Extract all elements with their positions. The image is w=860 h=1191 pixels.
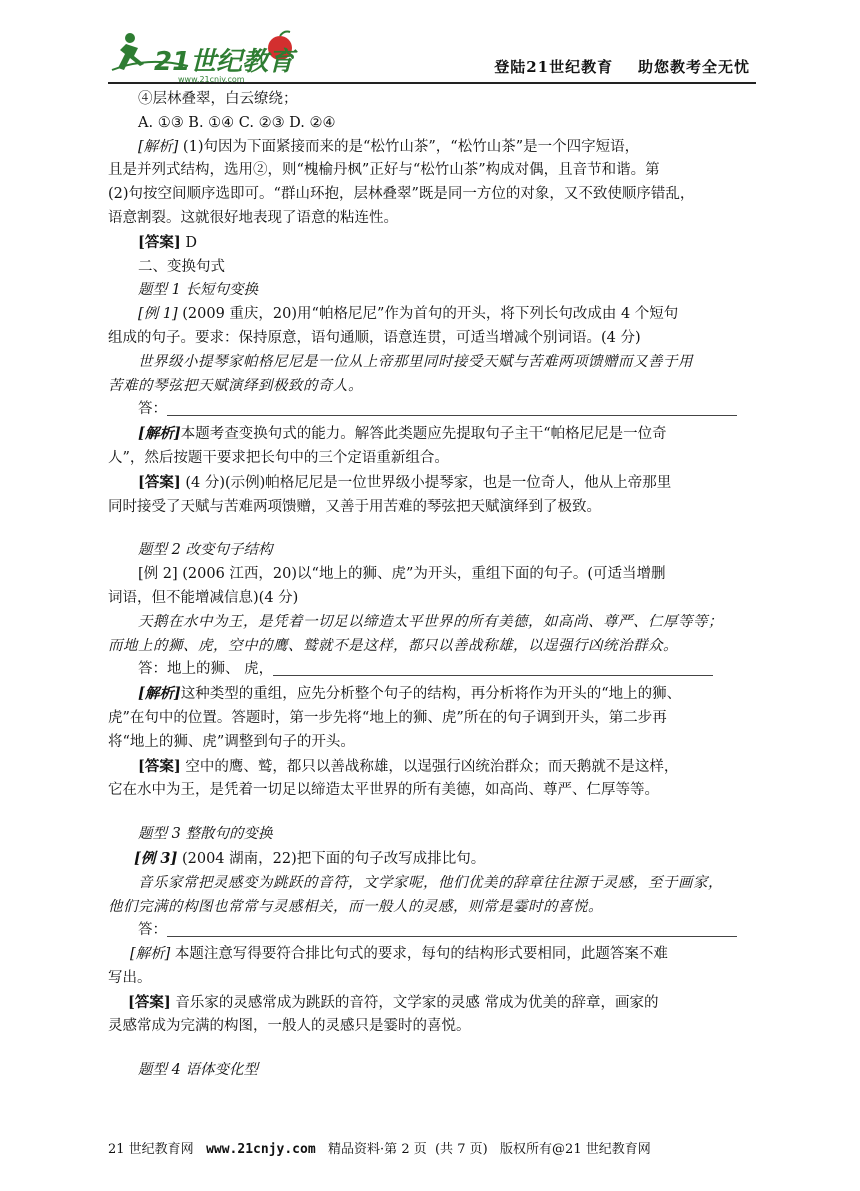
question-text: 而地上的狮、虎，空中的鹰、鹫就不是这样，都只以善战称雄，以逞强行凶统治群众。 [108, 637, 678, 654]
analysis-line: 写出。 [108, 969, 152, 986]
answer-line: 它在水中为王，是凭着一切足以缔造太平世界的所有美德，如高尚、尊严、仁厚等等。 [108, 782, 659, 799]
header-slogan: 登陆21世纪教育 助您教考全无忧 [494, 58, 750, 76]
answer-tag: [答案] [128, 993, 171, 1011]
section-heading: 二、变换句式 [138, 258, 225, 275]
question-type-title: 题型 1 长短句变换 [138, 282, 258, 299]
answer-line: 灵感常成为完满的构图，一般人的灵感只是霎时的喜悦。 [108, 1018, 471, 1035]
analysis-line: 语意割裂。这就很好地表现了语意的粘连性。 [108, 209, 398, 226]
answer-paragraph: [答案] 音乐家的灵感常成为跳跃的音符，文学家的灵感 常成为优美的辞章，画家的 [128, 993, 659, 1011]
logo-url: www.21cnjy.com [178, 75, 245, 84]
answer-blank-line: 答： [108, 919, 756, 943]
question-text: 音乐家常把灵感变为跳跃的音符，文学家呢，他们优美的辞章往往源于灵感，至于画家， [138, 874, 723, 891]
question-type-title: 题型 4 语体变化型 [138, 1062, 258, 1079]
answer-paragraph: [答案] 空中的鹰、鹫，都只以善战称雄，以逞强行凶统治群众；而天鹅就不是这样， [138, 757, 679, 775]
analysis-line: 人”，然后按题干要求把长句中的三个定语重新组合。 [108, 449, 449, 466]
footer-site: 21 世纪教育网 [108, 1142, 207, 1157]
example-tag: [例 3] [134, 849, 178, 867]
example-tag: [例 1] [138, 306, 178, 323]
answer-tag: [答案] [138, 473, 181, 491]
page-footer [108, 1138, 651, 1157]
option-line: ④层林叠翠，白云缭绕； [138, 91, 298, 107]
logo-text: 21世纪教育 [154, 47, 295, 77]
answer-blank-line: 答：地上的狮、 虎， [108, 658, 756, 682]
footer-page-info: 精品资料·第 2 页 (共 7 页) 版权所有@21 世纪教育网 [315, 1142, 651, 1157]
question-text: 世界级小提琴家帕格尼尼是一位从上帝那里同时接受天赋与苦难两项馈赠而又善于用 [138, 353, 693, 370]
answer-tag: [答案] [138, 233, 181, 251]
question-type-title: 题型 3 整散句的变换 [138, 826, 273, 843]
analysis-tag: [解析] [138, 685, 181, 703]
analysis-line: 虎”在句中的位置。答题时，第一步先将“地上的狮、虎”所在的句子调到开头，第二步再 [108, 709, 667, 726]
answer-blank [273, 661, 713, 676]
question-text: 天鹅在水中为王，是凭着一切足以缔造太平世界的所有美德，如高尚、尊严、仁厚等等； [138, 613, 723, 630]
analysis-tag: [解析] [130, 946, 171, 963]
example-paragraph: [例 3] (2004 湖南，22)把下面的句子改写成排比句。 [134, 849, 486, 867]
example-line: 词语，但不能增减信息)(4 分) [108, 589, 299, 606]
question-text: 苦难的琴弦把天赋演绎到极致的奇人。 [108, 377, 363, 394]
answer-tag: [答案] [138, 757, 181, 775]
answer-blank [167, 401, 737, 416]
question-text: 他们完满的构图也常常与灵感相关，而一般人的灵感，则常是霎时的喜悦。 [108, 898, 603, 915]
example-paragraph: [例 2] (2006 江西，20)以“地上的狮、虎”为开头，重组下面的句子。(可适当增删 [138, 566, 666, 583]
analysis-paragraph: [解析] 本题注意写得要符合排比句式的要求，每句的结构形式要相同，此题答案不难 [130, 946, 668, 963]
analysis-tag: [解析] [138, 138, 179, 155]
analysis-line: 将“地上的狮、虎”调整到句子的开头。 [108, 733, 355, 750]
footer-url[interactable]: www.21cnjy.com [206, 1142, 316, 1157]
question-type-title: 题型 2 改变句子结构 [138, 542, 273, 559]
choice-line: A. ①③ B. ①④ C. ②③ D. ②④ [138, 114, 336, 131]
21cnjy-logo [108, 26, 308, 86]
answer-blank-line: 答： [108, 398, 756, 422]
analysis-line: (2)句按空间顺序选即可。“群山环抱，层林叠翠”既是同一方位的对象，又不致使顺序错乱， [108, 186, 695, 203]
header-divider [108, 82, 756, 84]
example-line: 组成的句子。要求：保持原意，语句通顺，语意连贯，可适当增减个别词语。(4 分) [108, 329, 641, 346]
analysis-tag: [解析] [138, 425, 181, 443]
answer-paragraph: [答案] (4 分)(示例)帕格尼尼是一位世界级小提琴家，也是一位奇人，他从上帝那里 [138, 473, 672, 491]
document-body [108, 88, 756, 1083]
example-paragraph: [例 1] (2009 重庆，20)用“帕格尼尼”作为首句的开头，将下列长句改成由 4 个短句 [138, 306, 679, 323]
answer-line: 同时接受了天赋与苦难两项馈赠，又善于用苦难的琴弦把天赋演绎到了极致。 [108, 498, 601, 515]
answer-paragraph: [答案] D [138, 233, 197, 251]
example-tag: [例 2] [138, 566, 178, 583]
analysis-paragraph: [解析]本题考查变换句式的能力。解答此类题应先提取句子主干“帕格尼尼是一位奇 [138, 425, 667, 443]
analysis-line: 且是并列式结构，选用②，则“槐榆丹枫”正好与“松竹山茶”构成对偶，且音节和谐。第 [108, 162, 660, 179]
analysis-paragraph: [解析] (1)句因为下面紧接而来的是“松竹山茶”，“松竹山茶”是一个四字短语， [138, 138, 640, 155]
analysis-paragraph: [解析]这种类型的重组，应先分析整个句子的结构，再分析将作为开头的“地上的狮、 [138, 685, 682, 703]
answer-blank [167, 922, 737, 937]
